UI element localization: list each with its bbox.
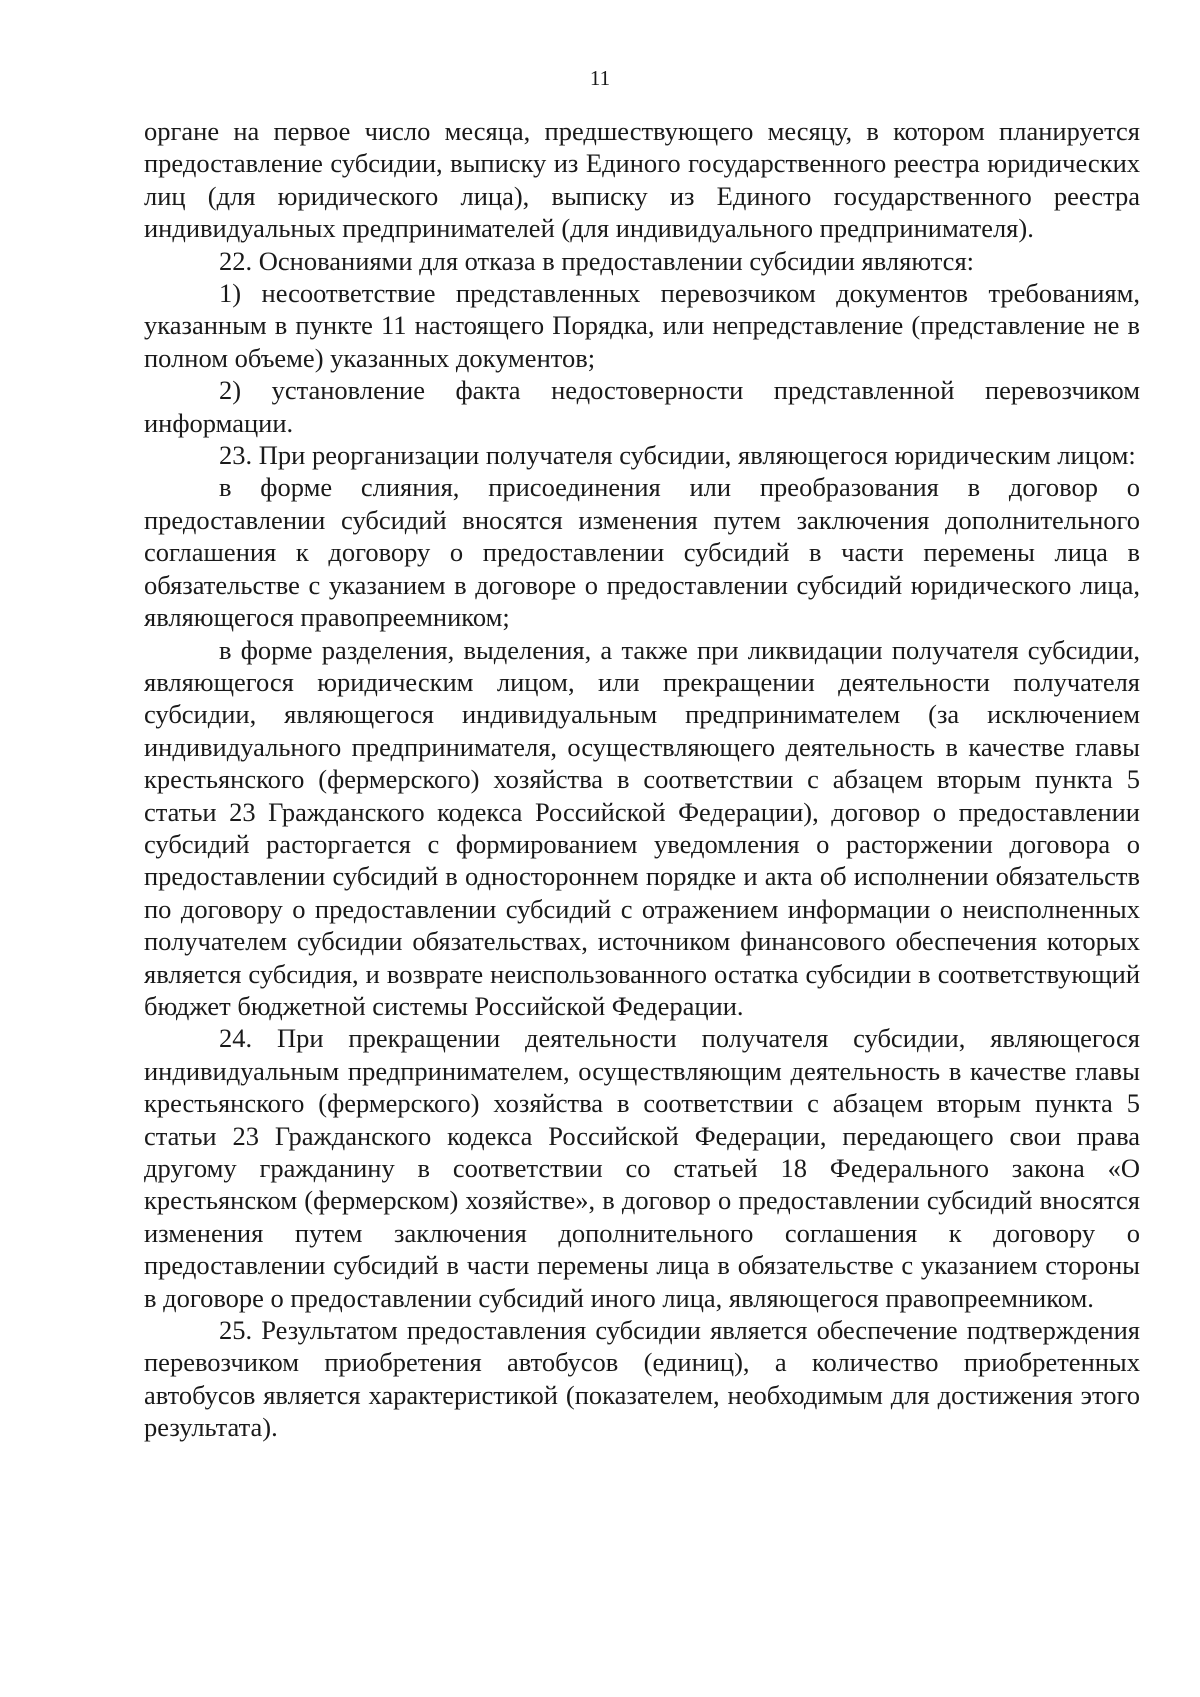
paragraph-23-merger: в форме слияния, присоединения или преобразования в договор о предоставлении субсидий вносятся изменения путем заключения дополнительного соглашения к договору о предоставлении субсидий в части перемены лица в обязательстве с указанием в договоре о предоставлении субсидий юридического лица, являющегося правопреемником; — [144, 472, 1140, 633]
paragraph-22-item-2: 2) установление факта недостоверности представленной перевозчиком информации. — [144, 375, 1140, 438]
document-body — [144, 115, 1140, 1444]
paragraph-25: 25. Результатом предоставления субсидии является обеспечение подтверждения перевозчиком приобретения автобусов (единиц), а количество приобретенных автобусов является характеристикой (показателем, необходимым для достижения этого результата). — [144, 1315, 1140, 1443]
paragraph-23-division: в форме разделения, выделения, а также при ликвидации получателя субсидии, являющегося юридическим лицом, или прекращении деятельности получателя субсидии, являющегося индивидуальным предпринимателем (за исключением индивидуального предпринимателя, осуществляющего деятельность в качестве главы крестьянского (фермерского) хозяйства в соответствии с абзацем вторым пункта 5 статьи 23 Гражданского кодекса Российской Федерации), договор о предоставлении субсидий расторгается с формированием уведомления о расторжении договора о предоставлении субсидий в одностороннем порядке и акта об исполнении обязательств по договору о предоставлении субсидий с отражением информации о неисполненных получателем субсидии обязательствах, источником финансового обеспечения которых является субсидия, и возврате неиспользованного остатка субсидии в соответствующий бюджет бюджетной системы Российской Федерации. — [144, 634, 1140, 1021]
paragraph-22: 22. Основаниями для отказа в предоставлении субсидии являются: — [219, 245, 974, 276]
paragraph-continuation: органе на первое число месяца, предшествующего месяцу, в котором планируется предоставление субсидии, выписку из Единого государственного реестра юридических лиц (для юридического лица), выписку из Единого государственного реестра индивидуальных предпринимателей (для индивидуального предпринимателя). — [144, 116, 1140, 244]
page-number: 11 — [589, 66, 611, 90]
paragraph-22-item-1: 1) несоответствие представленных перевозчиком документов требованиям, указанным в пункте 11 настоящего Порядка, или непредставление (представление не в полном объеме) указанных документов; — [144, 278, 1140, 373]
paragraph-23: 23. При реорганизации получателя субсидии, являющегося юридическим лицом: — [219, 440, 1136, 471]
paragraph-24: 24. При прекращении деятельности получателя субсидии, являющегося индивидуальным предпринимателем, осуществляющим деятельность в качестве главы крестьянского (фермерского) хозяйства в соответствии с абзацем вторым пункта 5 статьи 23 Гражданского кодекса Российской Федерации, передающего свои права другому гражданину в соответствии со статьей 18 Федерального закона «О крестьянском (фермерском) хозяйстве», в договор о предоставлении субсидий вносятся изменения путем заключения дополнительного соглашения к договору о предоставлении субсидий в части перемены лица в обязательстве с указанием стороны в договоре о предоставлении субсидий иного лица, являющегося правопреемником. — [144, 1023, 1140, 1313]
